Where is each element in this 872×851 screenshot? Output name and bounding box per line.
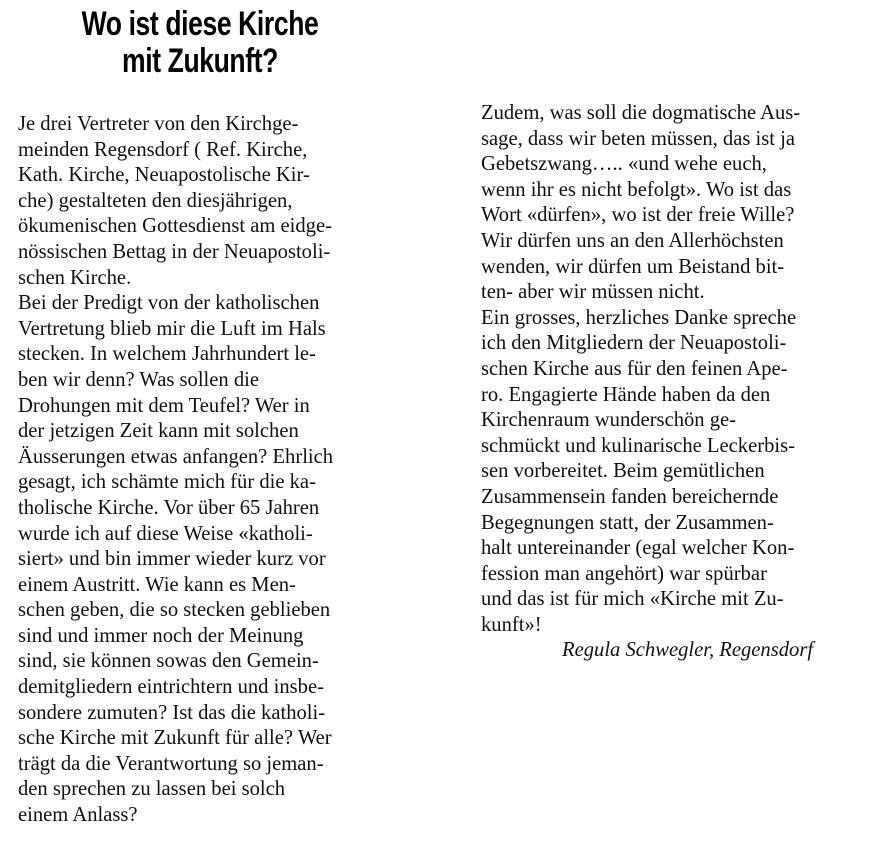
text-line: wenden, wir dürfen um Beistand bit- <box>481 255 785 278</box>
text-line: Ein grosses, herzliches Danke spreche <box>481 306 797 329</box>
text-line: demitgliedern eintrichtern und insbe- <box>18 676 324 699</box>
text-line: schen Kirche. <box>18 266 132 289</box>
text-line: sen vorbereitet. Beim gemütlichen <box>481 460 765 483</box>
text-line: sondere zumuten? Ist das die katholi- <box>18 701 326 724</box>
text-line: Zudem, was soll die dogmatische Aus- <box>481 102 801 124</box>
text-line: und das ist für mich «Kirche mit Zu- <box>481 588 784 611</box>
text-line: nössischen Bettag in der Neuapostoli- <box>18 240 331 263</box>
text-line: Begegnungen statt, der Zusammen- <box>481 511 774 534</box>
text-line: Kath. Kirche, Neuapostolische Kir- <box>18 164 310 187</box>
text-line: einem Austritt. Wie kann es Men- <box>18 573 296 596</box>
text-line: wurde ich auf diese Weise «katholi- <box>18 522 313 545</box>
text-line: Bei der Predigt von der katholischen <box>18 292 320 315</box>
text-line: den sprechen zu lassen bei solch <box>18 778 286 801</box>
text-line: halt untereinander (egal welcher Kon- <box>481 537 795 560</box>
text-line: ökumenischen Gottesdienst am eidge- <box>18 215 332 238</box>
text-line: sind und immer noch der Meinung <box>18 624 304 647</box>
text-line: Äusserungen etwas anfangen? Ehrlich <box>18 445 334 468</box>
text-line: tholische Kirche. Vor über 65 Jahren <box>18 496 320 519</box>
text-line: wenn ihr es nicht befolgt». Wo ist das <box>481 178 792 201</box>
text-line: che) gestalteten den diesjährigen, <box>18 189 293 212</box>
text-line: Wir dürfen uns an den Allerhöchsten <box>481 229 784 252</box>
text-line: Wort «dürfen», wo ist der freie Wille? <box>481 204 795 227</box>
text-line: einem Anlass? <box>18 804 138 827</box>
text-line: Drohungen mit dem Teufel? Wer in <box>18 394 310 417</box>
title-line: mit Zukunft? <box>122 42 278 80</box>
text-line: ich den Mitgliedern der Neuapostoli- <box>481 332 787 355</box>
text-line: meinden Regensdorf ( Ref. Kirche, <box>18 138 308 161</box>
text-line: Je drei Vertreter von den Kirchge- <box>18 113 299 135</box>
right-column <box>481 101 851 664</box>
text-line: Gebetszwang….. «und wehe euch, <box>481 153 767 176</box>
text-line: gesagt, ich schämte mich für die ka- <box>18 471 316 494</box>
text-line: Vertretung blieb mir die Luft im Hals <box>18 317 326 340</box>
text-line: Zusammensein fanden bereichernde <box>481 485 779 508</box>
article-title <box>44 6 356 80</box>
text-line: schen Kirche aus für den feinen Ape- <box>481 357 788 380</box>
text-line: der jetzigen Zeit kann mit solchen <box>18 420 299 443</box>
text-line: ben wir denn? Was sollen die <box>18 368 260 391</box>
text-line: schen geben, die so stecken geblieben <box>18 599 331 622</box>
text-line: Kirchenraum wunderschön ge- <box>481 409 737 432</box>
author-signature: Regula Schwegler, Regensdorf <box>562 639 814 662</box>
text-line: fession man angehört) war spürbar <box>481 562 767 585</box>
title-line: Wo ist diese Kirche <box>81 5 319 43</box>
text-line: sage, dass wir beten müssen, das ist ja <box>481 127 795 150</box>
text-line: schmückt und kulinarische Leckerbis- <box>481 434 795 457</box>
left-column <box>18 112 388 829</box>
text-line: ten- aber wir müssen nicht. <box>481 281 705 304</box>
text-line: sche Kirche mit Zukunft für alle? Wer <box>18 727 332 750</box>
text-line: sind, sie können sowas den Gemein- <box>18 650 319 673</box>
text-line: siert» und bin immer wieder kurz vor <box>18 548 326 571</box>
text-line: trägt da die Verantwortung so jeman- <box>18 752 324 775</box>
text-line: stecken. In welchem Jahrhundert le- <box>18 343 316 366</box>
text-line: ro. Engagierte Hände haben da den <box>481 383 771 406</box>
text-line: kunft»! <box>481 613 542 636</box>
